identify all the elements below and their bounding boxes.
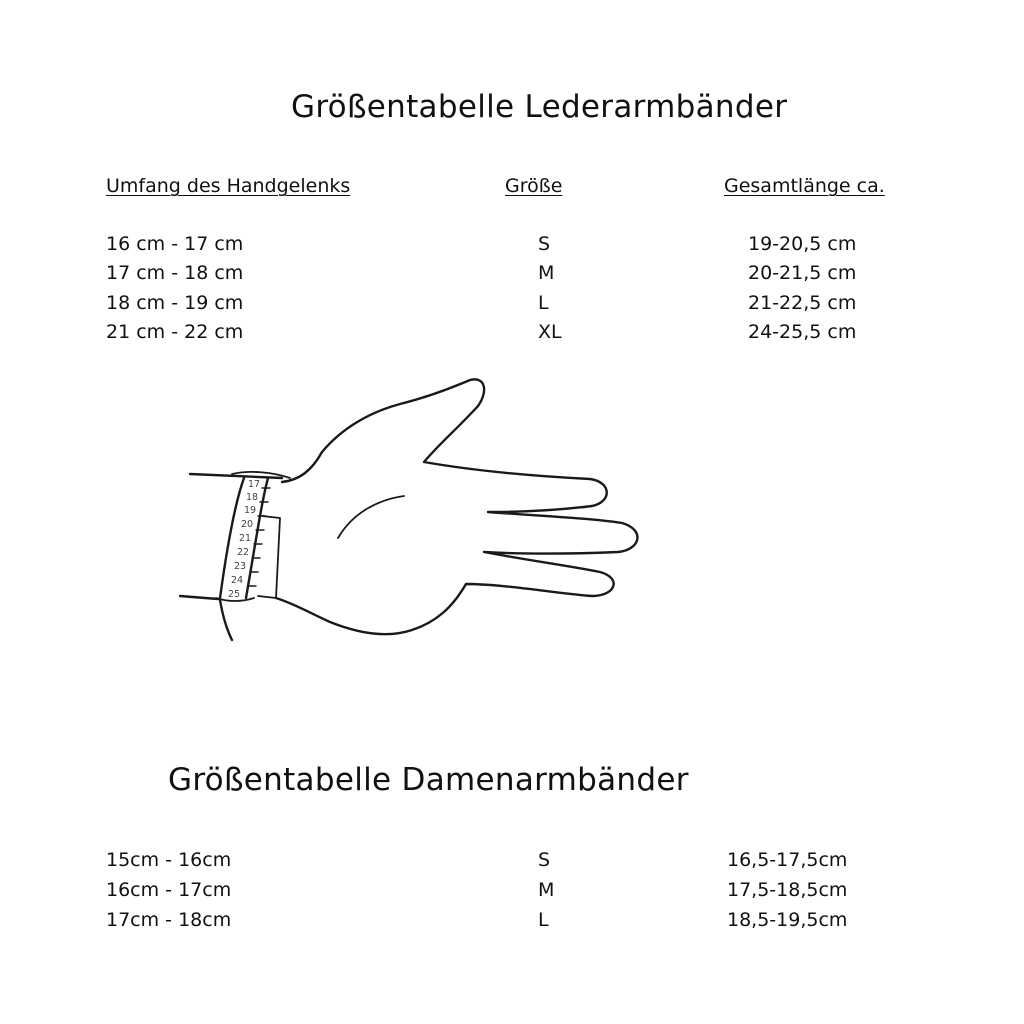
leather-row-length: 21-22,5 cm <box>748 292 857 314</box>
tape-mark: 17 <box>248 479 261 490</box>
tape-mark: 23 <box>234 561 247 572</box>
leather-size-chart-title: Größentabelle Lederarmbänder <box>291 89 788 125</box>
leather-row-length: 19-20,5 cm <box>748 233 857 255</box>
women-row-length: 18,5-19,5cm <box>727 909 848 931</box>
tape-mark: 19 <box>244 505 257 516</box>
tape-mark: 22 <box>237 547 250 558</box>
women-row-wrist: 16cm - 17cm <box>106 879 232 901</box>
leather-row-length: 20-21,5 cm <box>748 262 857 284</box>
women-row-wrist: 15cm - 16cm <box>106 849 232 871</box>
leather-row-wrist: 21 cm - 22 cm <box>106 321 244 343</box>
tape-mark: 18 <box>246 492 259 503</box>
header-size: Größe <box>505 175 563 197</box>
tape-mark: 25 <box>228 589 241 600</box>
women-row-wrist: 17cm - 18cm <box>106 909 232 931</box>
women-row-size: S <box>538 849 551 871</box>
women-row-length: 16,5-17,5cm <box>727 849 848 871</box>
leather-row-size: S <box>538 233 551 255</box>
women-row-size: M <box>538 879 555 901</box>
leather-row-size: L <box>538 292 549 314</box>
women-row-size: L <box>538 909 549 931</box>
header-wrist-circumference: Umfang des Handgelenks <box>106 175 351 197</box>
women-size-chart-title: Größentabelle Damenarmbänder <box>168 762 689 798</box>
tape-mark: 21 <box>239 533 252 544</box>
leather-row-wrist: 16 cm - 17 cm <box>106 233 244 255</box>
leather-row-size: M <box>538 262 555 284</box>
women-row-length: 17,5-18,5cm <box>727 879 848 901</box>
leather-row-size: XL <box>538 321 562 343</box>
tape-mark: 20 <box>241 519 254 530</box>
leather-row-wrist: 17 cm - 18 cm <box>106 262 244 284</box>
leather-row-length: 24-25,5 cm <box>748 321 857 343</box>
header-total-length: Gesamtlänge ca. <box>724 175 885 197</box>
leather-row-wrist: 18 cm - 19 cm <box>106 292 244 314</box>
tape-mark: 24 <box>231 575 244 586</box>
